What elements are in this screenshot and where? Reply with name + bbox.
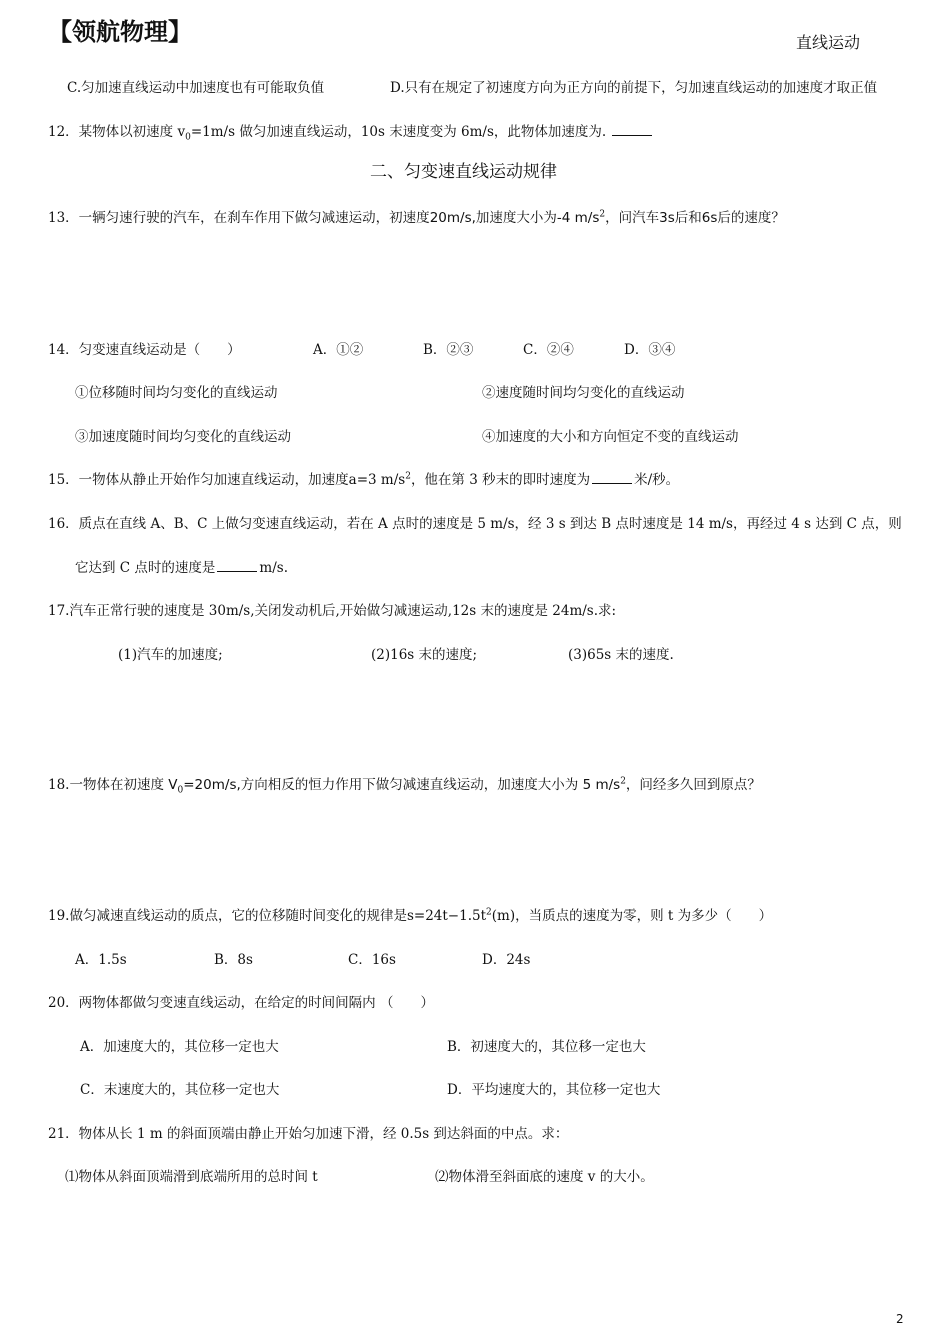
q18-acc-sup: 2 xyxy=(620,776,626,787)
q14-item-4: ④加速度的大小和方向恒定不变的直线运动 xyxy=(482,429,739,445)
q17-stem: 17.汽车正常行驶的速度是 30m/s,关闭发动机后,开始做匀减速运动,12s 末的速度是 24m/s.求: xyxy=(48,603,617,619)
q13-time2: 6s xyxy=(701,210,718,226)
q18-text-a: 18.一物体在初速度 xyxy=(48,777,169,793)
q13-acceleration: -4 m/s xyxy=(556,210,600,226)
q20-option-c[interactable]: C．末速度大的，其位移一定也大 xyxy=(80,1082,280,1098)
q19-sup: 2 xyxy=(486,907,492,918)
q16-line-1: 16．质点在直线 A、B、C 上做匀变速直线运动，若在 A 点时的速度是 5 m/s，经 3 s 到达 B 点时速度是 14 m/s，再经过 4 s 达到 C 点，则 xyxy=(48,516,902,532)
q18-vsub: 0 xyxy=(177,785,184,796)
q20-option-a[interactable]: A．加速度大的，其位移一定也大 xyxy=(80,1039,279,1055)
q19-option-d[interactable]: D．24s xyxy=(482,952,531,968)
q11-option-c: C.匀加速直线运动中加速度也有可能取负值 xyxy=(67,80,325,96)
q16-answer-blank[interactable] xyxy=(217,559,257,572)
q18-v: V xyxy=(168,777,178,793)
q20-stem: 20．两物体都做匀变速直线运动，在给定的时间间隔内 （ ） xyxy=(48,995,434,1011)
q21-part-1: ⑴物体从斜面顶端滑到底端所用的总时间 t xyxy=(65,1169,318,1185)
q15-text-pre: 15．一物体从静止开始作匀加速直线运动，加速度a=3 m/s xyxy=(48,472,406,488)
q12-text-post: =1m/s 做匀加速直线运动，10s 末速度变为 6m/s，此物体加速度为. xyxy=(190,124,607,140)
q17-part-2: (2)16s 末的速度; xyxy=(371,647,478,663)
q18-text-c: 方向相反的恒力作用下做匀减速直线运动，加速度大小为 xyxy=(240,777,583,793)
q13-text-d: 后和 xyxy=(674,210,702,226)
q16-line2-pre: 它达到 C 点时的速度是 xyxy=(75,560,216,576)
q19-text-pre: 19.做匀减速直线运动的质点，它的位移随时间变化的规律是s=24t−1.5t xyxy=(48,908,487,924)
q18-text-b: =20m/s, xyxy=(183,777,241,793)
q16-line-2 xyxy=(75,556,288,576)
q13-time1: 3s xyxy=(659,210,675,226)
q20-option-b[interactable]: B．初速度大的，其位移一定也大 xyxy=(447,1039,646,1055)
q14-item-3: ③加速度随时间均匀变化的直线运动 xyxy=(75,429,291,445)
q15-answer-blank[interactable] xyxy=(592,471,632,484)
q15-sup: 2 xyxy=(405,471,411,482)
q21-stem: 21．物体从长 1 m 的斜面顶端由静止开始匀加速下滑，经 0.5s 到达斜面的中点。求： xyxy=(48,1126,569,1142)
q18-acceleration: 5 m/s xyxy=(582,777,621,793)
q13-velocity: 20m/s, xyxy=(429,210,476,226)
question-13 xyxy=(48,206,785,226)
q17-part-3: (3)65s 末的速度. xyxy=(568,647,674,663)
section-2-title: 二、匀变速直线运动规律 xyxy=(370,162,557,182)
q14-item-2: ②速度随时间均匀变化的直线运动 xyxy=(482,385,685,401)
q19-text-post: (m)，当质点的速度为零，则 t 为多少（ ） xyxy=(491,908,773,924)
q15-text-post: ，他在第 3 秒末的即时速度为 xyxy=(410,472,591,488)
q15-unit: 米/秒。 xyxy=(634,472,680,488)
q14-option-a[interactable]: A．①② xyxy=(313,342,364,358)
q13-acc-sup: 2 xyxy=(599,209,606,220)
q16-line2-post: m/s. xyxy=(259,560,288,576)
question-18 xyxy=(48,773,761,796)
q12-text-pre: 12．某物体以初速度 v xyxy=(48,124,186,140)
brand-title: 【领航物理】 xyxy=(48,18,192,46)
q18-text-d: ，问经多久回到原点？ xyxy=(625,777,761,793)
topic-header: 直线运动 xyxy=(796,33,861,52)
question-19 xyxy=(48,904,772,924)
q13-text-a: 13．一辆匀速行驶的汽车，在刹车作用下做匀减速运动，初速度 xyxy=(48,210,430,226)
q13-text-b: 加速度大小为 xyxy=(475,210,557,226)
q19-option-c[interactable]: C．16s xyxy=(348,952,396,968)
q13-text-e: 后的速度？ xyxy=(717,210,785,226)
question-15 xyxy=(48,468,679,488)
q19-option-b[interactable]: B．8s xyxy=(214,952,253,968)
q17-part-1: (1)汽车的加速度; xyxy=(118,647,223,663)
q14-stem: 14．匀变速直线运动是（ ） xyxy=(48,342,241,358)
q14-option-d[interactable]: D．③④ xyxy=(624,342,676,358)
q11-option-d: D.只有在规定了初速度方向为正方向的前提下，匀加速直线运动的加速度才取正值 xyxy=(390,80,878,96)
q21-part-2: ⑵物体滑至斜面底的速度 v 的大小。 xyxy=(435,1169,654,1185)
q20-option-d[interactable]: D．平均速度大的，其位移一定也大 xyxy=(447,1082,661,1098)
q14-option-b[interactable]: B．②③ xyxy=(423,342,474,358)
question-12 xyxy=(48,120,654,143)
q14-item-1: ①位移随时间均匀变化的直线运动 xyxy=(75,385,278,401)
q14-option-c[interactable]: C．②④ xyxy=(523,342,574,358)
q13-text-c: ，问汽车 xyxy=(605,210,660,226)
q19-option-a[interactable]: A．1.5s xyxy=(75,952,127,968)
q12-subscript: 0 xyxy=(185,132,191,143)
q12-answer-blank[interactable] xyxy=(612,123,652,136)
page-number: 2 xyxy=(896,1312,904,1326)
